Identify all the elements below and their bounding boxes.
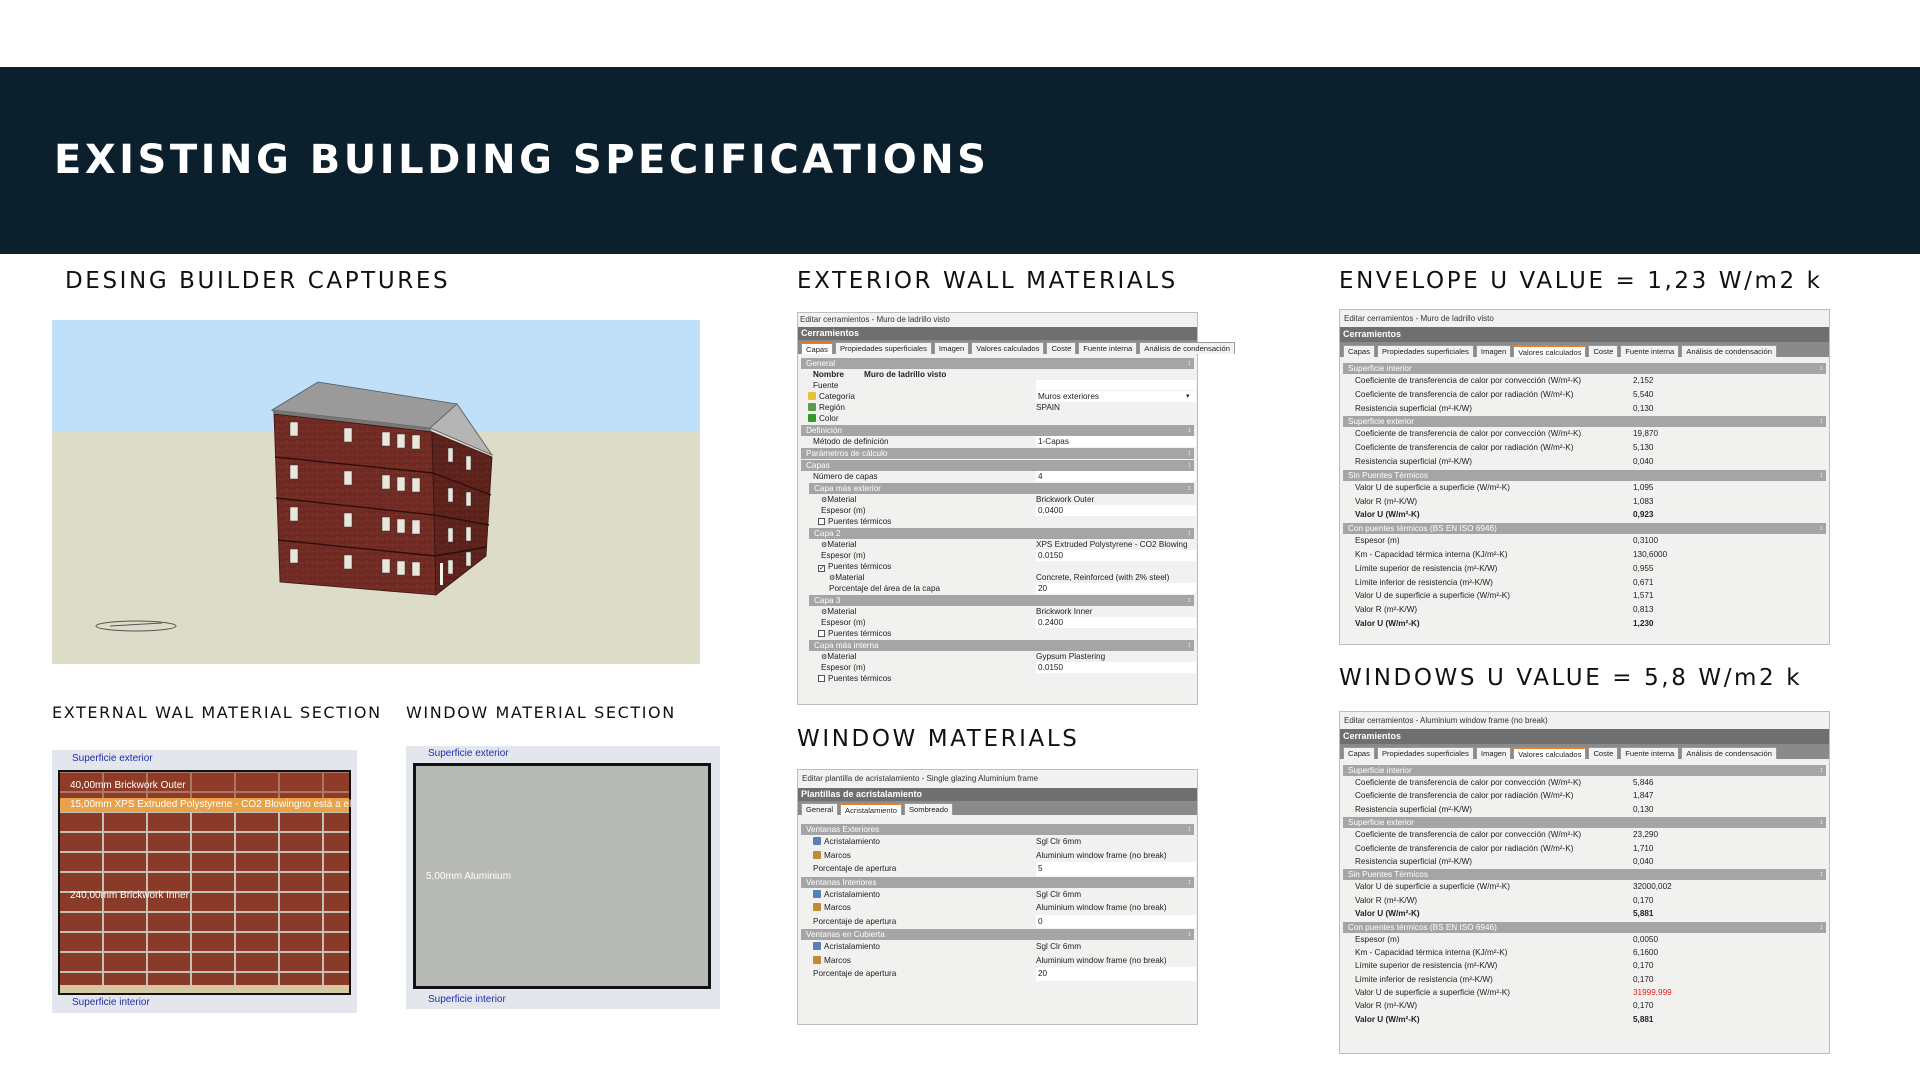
group-definicion[interactable]: Definición ↕ xyxy=(801,425,1194,436)
espesor-3-field[interactable]: 0.2400 xyxy=(1036,617,1196,628)
value: 0,170 xyxy=(1633,974,1654,984)
group-capa-interna[interactable]: Capa más interna ↕ xyxy=(809,640,1194,651)
wall-section-bottom-label: Superficie interior xyxy=(72,997,150,1008)
glazing-icon xyxy=(813,942,821,950)
material-2-value[interactable]: XPS Extruded Polystyrene - CO2 Blowing xyxy=(1036,540,1188,549)
chevron-down-icon[interactable]: ▾ xyxy=(1186,393,1190,400)
value-label: Coeficiente de transferencia de calor por convección (W/m²-K) xyxy=(1355,376,1582,385)
value: 1,710 xyxy=(1633,843,1654,853)
fuente-field[interactable] xyxy=(1036,380,1196,390)
value-label: Valor R (m²-K/W) xyxy=(1355,605,1418,615)
value-label: Resistencia superficial (m²-K/W) xyxy=(1355,856,1472,866)
tab-coste[interactable]: Coste xyxy=(1588,747,1618,759)
frame-value[interactable]: Aluminium window frame (no break) xyxy=(1036,955,1167,965)
puentes-1-checkbox[interactable] xyxy=(818,518,825,525)
value: 1,083 xyxy=(1633,496,1654,506)
metodo-select[interactable]: 1-Capas xyxy=(1036,436,1196,447)
label-material-3: Material xyxy=(827,607,857,616)
puentes-3-checkbox[interactable] xyxy=(818,630,825,637)
tab-condensacion[interactable]: Análisis de condensación xyxy=(1139,342,1235,354)
tab-imagen[interactable]: Imagen xyxy=(1476,747,1511,759)
layer-3-label: 240,00mm Brickwork Inner xyxy=(70,890,189,901)
puente-material-value[interactable]: Concrete, Reinforced (with 2% steel) xyxy=(1036,573,1170,582)
frame-value[interactable]: Aluminium window frame (no break) xyxy=(1036,903,1167,912)
group-ventanas-cubierta[interactable]: Ventanas en Cubierta ↕ xyxy=(801,929,1194,940)
label-puentes-1: Puentes térmicos xyxy=(828,517,892,526)
label-puentes-3: Puentes térmicos xyxy=(828,629,892,638)
glazing-dialog-header: Plantillas de acristalamiento xyxy=(798,788,1197,801)
label-porcentaje: Porcentaje del área de la capa xyxy=(829,584,941,593)
label-frame: Marcos xyxy=(824,955,851,965)
group-superficie-exterior[interactable]: Superficie exterior ↕ xyxy=(1343,416,1826,427)
wall-materials-heading: EXTERIOR WALL MATERIALS xyxy=(797,268,1178,294)
value-label: Valor R (m²-K/W) xyxy=(1355,496,1418,506)
value: 2,152 xyxy=(1633,376,1654,385)
value: 23,290 xyxy=(1633,830,1659,840)
value: 0,040 xyxy=(1633,856,1654,866)
label-material-4: Material xyxy=(827,652,857,661)
value: 0,040 xyxy=(1633,456,1654,466)
group-capa-exterior[interactable]: Capa más exterior ↕ xyxy=(809,483,1194,494)
value-label: Km - Capacidad térmica interna (KJ/m²-K) xyxy=(1355,549,1508,559)
envelope-caption: Editar cerramientos - Muro de ladrillo visto xyxy=(1344,314,1494,323)
value: 5,130 xyxy=(1633,443,1654,453)
value: 0,0050 xyxy=(1633,934,1659,944)
material-icon: ⚙ xyxy=(821,542,828,549)
layer-2-label: 15,00mm XPS Extruded Polystyrene - CO2 Blowingno está a el xyxy=(70,799,352,810)
tab-propiedades[interactable]: Propiedades superficiales xyxy=(835,342,932,354)
dialog-tabs xyxy=(798,340,1230,354)
label-opening: Porcentaje de apertura xyxy=(813,969,897,978)
windowu-tabs xyxy=(1340,744,1829,759)
window-section-bottom-label: Superficie interior xyxy=(428,994,506,1005)
frame-icon xyxy=(813,903,821,911)
label-frame: Marcos xyxy=(824,850,851,860)
group-general[interactable]: General ↕ xyxy=(801,358,1194,369)
tab-coste[interactable]: Coste xyxy=(1588,345,1618,357)
value: 1,847 xyxy=(1633,791,1654,801)
aluminium-texture xyxy=(413,763,711,989)
glazing-value[interactable]: Sgl Clr 6mm xyxy=(1036,942,1082,951)
porcentaje-field[interactable]: 20 xyxy=(1036,583,1196,594)
envelope-header: Cerramientos xyxy=(1340,327,1829,342)
tab-valores[interactable]: Valores calculados xyxy=(1513,747,1586,759)
window-materials-heading: WINDOW MATERIALS xyxy=(797,726,1080,752)
tab-propiedades[interactable]: Propiedades superficiales xyxy=(1377,747,1474,759)
value-label: Límite inferior de resistencia (m²-K/W) xyxy=(1355,577,1493,587)
value-label: Coeficiente de transferencia de calor por radiación (W/m²-K) xyxy=(1355,389,1574,399)
categoria-select[interactable]: Muros exteriores xyxy=(1036,391,1196,402)
windows-u-heading: WINDOWS U VALUE = 5,8 W/m2 k xyxy=(1339,665,1803,691)
region-value: SPAIN xyxy=(1036,403,1060,412)
color-swatch-icon xyxy=(808,414,816,422)
envelope-u-dialog xyxy=(1339,309,1830,645)
value: 5,540 xyxy=(1633,389,1654,399)
value: 19,870 xyxy=(1633,429,1659,439)
espesor-1-field[interactable]: 0.0400 xyxy=(1036,505,1196,516)
value-label: Coeficiente de transferencia de calor por radiación (W/m²-K) xyxy=(1355,443,1574,453)
material-1-value[interactable]: Brickwork Outer xyxy=(1036,495,1095,504)
tab-valores[interactable]: Valores calculados xyxy=(1513,345,1586,357)
ext-wall-section-heading: EXTERNAL WAL MATERIAL SECTION xyxy=(52,703,382,722)
group-capa-3[interactable]: Capa 3 ↕ xyxy=(809,595,1194,606)
glazing-dialog-caption: Editar plantilla de acristalamiento - Single glazing Aluminium frame xyxy=(802,774,1039,783)
u-value-label: Valor U (W/m²-K) xyxy=(1355,1014,1420,1024)
value-label: Coeficiente de transferencia de calor por convección (W/m²-K) xyxy=(1355,429,1582,439)
tab-imagen[interactable]: Imagen xyxy=(934,342,969,354)
window-section-top-label: Superficie exterior xyxy=(428,748,509,759)
label-espesor-3: Espesor (m) xyxy=(821,618,866,627)
label-espesor-4: Espesor (m) xyxy=(821,663,866,672)
value: 0,170 xyxy=(1633,1001,1654,1011)
value-label: Valor U de superficie a superficie (W/m²-K) xyxy=(1355,882,1510,892)
group-ventanas-interiores[interactable]: Ventanas Interiores ↕ xyxy=(801,877,1194,888)
u-value-label: Valor U (W/m²-K) xyxy=(1355,618,1420,628)
value: 6,1600 xyxy=(1633,947,1659,957)
material-icon: ⚙ xyxy=(829,575,836,582)
window-materials-dialog xyxy=(797,769,1198,1025)
value: 0,955 xyxy=(1633,563,1654,573)
value-label: Espesor (m) xyxy=(1355,934,1400,944)
value-label: Coeficiente de transferencia de calor por convección (W/m²-K) xyxy=(1355,830,1582,840)
tab-fuente[interactable]: Fuente interna xyxy=(1620,747,1679,759)
value: 0,3100 xyxy=(1633,536,1659,546)
tab-capas[interactable]: Capas xyxy=(1343,345,1375,357)
label-opening: Porcentaje de apertura xyxy=(813,864,897,873)
tab-general[interactable]: General xyxy=(801,803,838,815)
value-label: Valor R (m²-K/W) xyxy=(1355,1001,1418,1011)
dialog-caption: Editar cerramientos - Muro de ladrillo visto xyxy=(800,315,950,324)
label-nombre: Nombre xyxy=(813,370,844,379)
tab-propiedades[interactable]: Propiedades superficiales xyxy=(1377,345,1474,357)
opening-field[interactable]: 0 xyxy=(1036,915,1196,929)
label-metodo: Método de definición xyxy=(813,437,889,446)
building-3d-capture xyxy=(52,320,700,664)
label-categoria: Categoría xyxy=(819,392,855,401)
u-value-label: Valor U (W/m²-K) xyxy=(1355,909,1420,919)
glazing-value[interactable]: Sgl Clr 6mm xyxy=(1036,837,1082,846)
group-sin-puentes[interactable]: Sin Puentes Térmicos ↕ xyxy=(1343,470,1826,481)
label-material-2: Material xyxy=(827,540,857,549)
opening-field[interactable]: 20 xyxy=(1036,967,1196,981)
espesor-2-field[interactable]: 0.0150 xyxy=(1036,550,1196,561)
windowu-header: Cerramientos xyxy=(1340,729,1829,744)
value-label: Límite superior de resistencia (m²-K/W) xyxy=(1355,563,1498,573)
tab-sombreado[interactable]: Sombreado xyxy=(904,803,953,815)
nombre-value[interactable]: Muro de ladrillo visto xyxy=(864,370,947,379)
title-banner xyxy=(0,67,1920,254)
tab-capas[interactable]: Capas xyxy=(1343,747,1375,759)
tab-imagen[interactable]: Imagen xyxy=(1476,345,1511,357)
window-section-preview xyxy=(406,746,720,1009)
value-label: Resistencia superficial (m²-K/W) xyxy=(1355,804,1472,814)
label-puentes-4: Puentes térmicos xyxy=(828,674,892,683)
espesor-4-field[interactable]: 0.0150 xyxy=(1036,662,1196,673)
page-title: EXISTING BUILDING SPECIFICATIONS xyxy=(54,137,990,183)
tab-fuente[interactable]: Fuente interna xyxy=(1620,345,1679,357)
dialog-header: Cerramientos xyxy=(798,327,1197,340)
glazing-value[interactable]: Sgl Clr 6mm xyxy=(1036,889,1082,899)
envelope-tabs xyxy=(1340,342,1829,357)
tab-condensacion[interactable]: Análisis de condensación xyxy=(1681,747,1777,759)
window-section-heading: WINDOW MATERIAL SECTION xyxy=(406,703,676,722)
label-fuente: Fuente xyxy=(813,381,839,390)
value: 32000,002 xyxy=(1633,882,1672,892)
value-label: Valor U de superficie a superficie (W/m²-K) xyxy=(1355,988,1510,998)
opening-field[interactable]: 5 xyxy=(1036,862,1196,876)
u-value-label: Valor U (W/m²-K) xyxy=(1355,510,1420,520)
label-espesor-2: Espesor (m) xyxy=(821,551,866,560)
label-frame: Marcos xyxy=(824,903,851,912)
tab-valores[interactable]: Valores calculados xyxy=(971,342,1044,354)
wall-section-top-label: Superficie exterior xyxy=(72,753,153,764)
tab-fuente[interactable]: Fuente interna xyxy=(1078,342,1137,354)
label-material-1: Material xyxy=(827,495,857,504)
puentes-2-checkbox[interactable]: ✓ xyxy=(819,565,825,572)
label-glazing: Acristalamiento xyxy=(824,889,880,899)
group-superficie-interior[interactable]: Superficie interior ↕ xyxy=(1343,363,1826,374)
value: 0,130 xyxy=(1633,403,1654,413)
label-region: Región xyxy=(819,403,845,412)
label-num-capas: Número de capas xyxy=(813,472,878,481)
group-capas[interactable]: Capas ↕ xyxy=(801,460,1194,471)
label-glazing: Acristalamiento xyxy=(824,837,880,846)
group-parametros[interactable]: Parámetros de cálculo ↕ xyxy=(801,448,1194,459)
globe-icon xyxy=(808,403,816,411)
material-4-value[interactable]: Gypsum Plastering xyxy=(1036,652,1106,661)
brick-texture xyxy=(58,770,351,995)
value-label: Coeficiente de transferencia de calor por radiación (W/m²-K) xyxy=(1355,791,1574,801)
glazing-tabs xyxy=(798,801,1197,815)
material-icon: ⚙ xyxy=(821,654,828,661)
envelope-u-heading: ENVELOPE U VALUE = 1,23 W/m2 k xyxy=(1339,268,1823,294)
layer-1-label: 40,00mm Brickwork Outer xyxy=(70,780,186,791)
windowu-values xyxy=(1340,759,1829,1026)
group-superficie-interior[interactable]: Superficie interior ↕ xyxy=(1343,765,1826,776)
group-capa-2[interactable]: Capa 2 ↕ xyxy=(809,528,1194,539)
value: 0,170 xyxy=(1633,961,1654,971)
value-label: Valor U de superficie a superficie (W/m²-K) xyxy=(1355,591,1510,601)
value: 1,095 xyxy=(1633,482,1654,492)
label-material-pt: Material xyxy=(835,573,865,582)
wall-materials-dialog xyxy=(797,312,1230,705)
glazing-icon xyxy=(813,890,821,898)
value: 5,846 xyxy=(1633,778,1654,787)
u-value: 5,881 xyxy=(1633,1014,1654,1024)
warning-value: 31999,999 xyxy=(1633,988,1672,998)
label-color: Color xyxy=(819,414,839,423)
window-u-dialog xyxy=(1339,711,1830,1054)
group-con-puentes[interactable]: Con puentes térmicos (BS EN ISO 6946) ↕ xyxy=(1343,922,1826,933)
windowu-caption: Editar cerramientos - Aluminium window frame (no break) xyxy=(1344,716,1548,725)
u-value: 0,923 xyxy=(1633,510,1654,520)
aluminium-layer-label: 5,00mm Aluminium xyxy=(426,871,512,882)
tab-coste[interactable]: Coste xyxy=(1046,342,1076,354)
tab-condensacion[interactable]: Análisis de condensación xyxy=(1681,345,1777,357)
value: 1,571 xyxy=(1633,591,1654,601)
label-espesor-1: Espesor (m) xyxy=(821,506,866,515)
group-ventanas-exteriores[interactable]: Ventanas Exteriores ↕ xyxy=(801,824,1194,835)
value-label: Coeficiente de transferencia de calor por convección (W/m²-K) xyxy=(1355,778,1582,787)
value-label: Límite superior de resistencia (m²-K/W) xyxy=(1355,961,1498,971)
group-sin-puentes[interactable]: Sin Puentes Térmicos ↕ xyxy=(1343,869,1826,880)
value-label: Resistencia superficial (m²-K/W) xyxy=(1355,403,1472,413)
frame-icon xyxy=(813,851,821,859)
label-opening: Porcentaje de apertura xyxy=(813,916,897,926)
wall-section-preview xyxy=(52,750,357,1013)
value: 130,6000 xyxy=(1633,549,1668,559)
frame-icon xyxy=(813,956,821,964)
num-capas-select[interactable]: 4 xyxy=(1036,471,1196,482)
value-label: Resistencia superficial (m²-K/W) xyxy=(1355,456,1472,466)
value: 0,170 xyxy=(1633,895,1654,905)
label-puentes-2: Puentes térmicos xyxy=(828,562,892,571)
value-label: Valor U de superficie a superficie (W/m²-K) xyxy=(1355,482,1510,492)
material-3-value[interactable]: Brickwork Inner xyxy=(1036,607,1093,616)
value-label: Límite inferior de resistencia (m²-K/W) xyxy=(1355,974,1493,984)
glazing-icon xyxy=(813,837,821,845)
building-model xyxy=(52,320,700,664)
value: 0,813 xyxy=(1633,605,1654,615)
tab-acristalamiento[interactable]: Acristalamiento xyxy=(840,803,902,815)
captures-heading: DESING BUILDER CAPTURES xyxy=(65,268,451,294)
folder-icon xyxy=(808,392,816,400)
u-value: 5,881 xyxy=(1633,909,1654,919)
puentes-4-checkbox[interactable] xyxy=(818,675,825,682)
tab-capas[interactable]: Capas xyxy=(801,342,833,354)
material-icon: ⚙ xyxy=(821,497,828,504)
value-label: Coeficiente de transferencia de calor por radiación (W/m²-K) xyxy=(1355,843,1574,853)
value: 0,130 xyxy=(1633,804,1654,814)
group-con-puentes[interactable]: Con puentes térmicos (BS EN ISO 6946) ↕ xyxy=(1343,523,1826,534)
value-label: Espesor (m) xyxy=(1355,536,1400,546)
label-glazing: Acristalamiento xyxy=(824,942,880,951)
frame-value[interactable]: Aluminium window frame (no break) xyxy=(1036,850,1167,860)
value-label: Valor R (m²-K/W) xyxy=(1355,895,1418,905)
material-icon: ⚙ xyxy=(821,609,828,616)
value-label: Km - Capacidad térmica interna (KJ/m²-K) xyxy=(1355,947,1508,957)
group-superficie-exterior[interactable]: Superficie exterior ↕ xyxy=(1343,817,1826,828)
envelope-values xyxy=(1340,357,1829,631)
u-value: 1,230 xyxy=(1633,618,1654,628)
value: 0,671 xyxy=(1633,577,1654,587)
